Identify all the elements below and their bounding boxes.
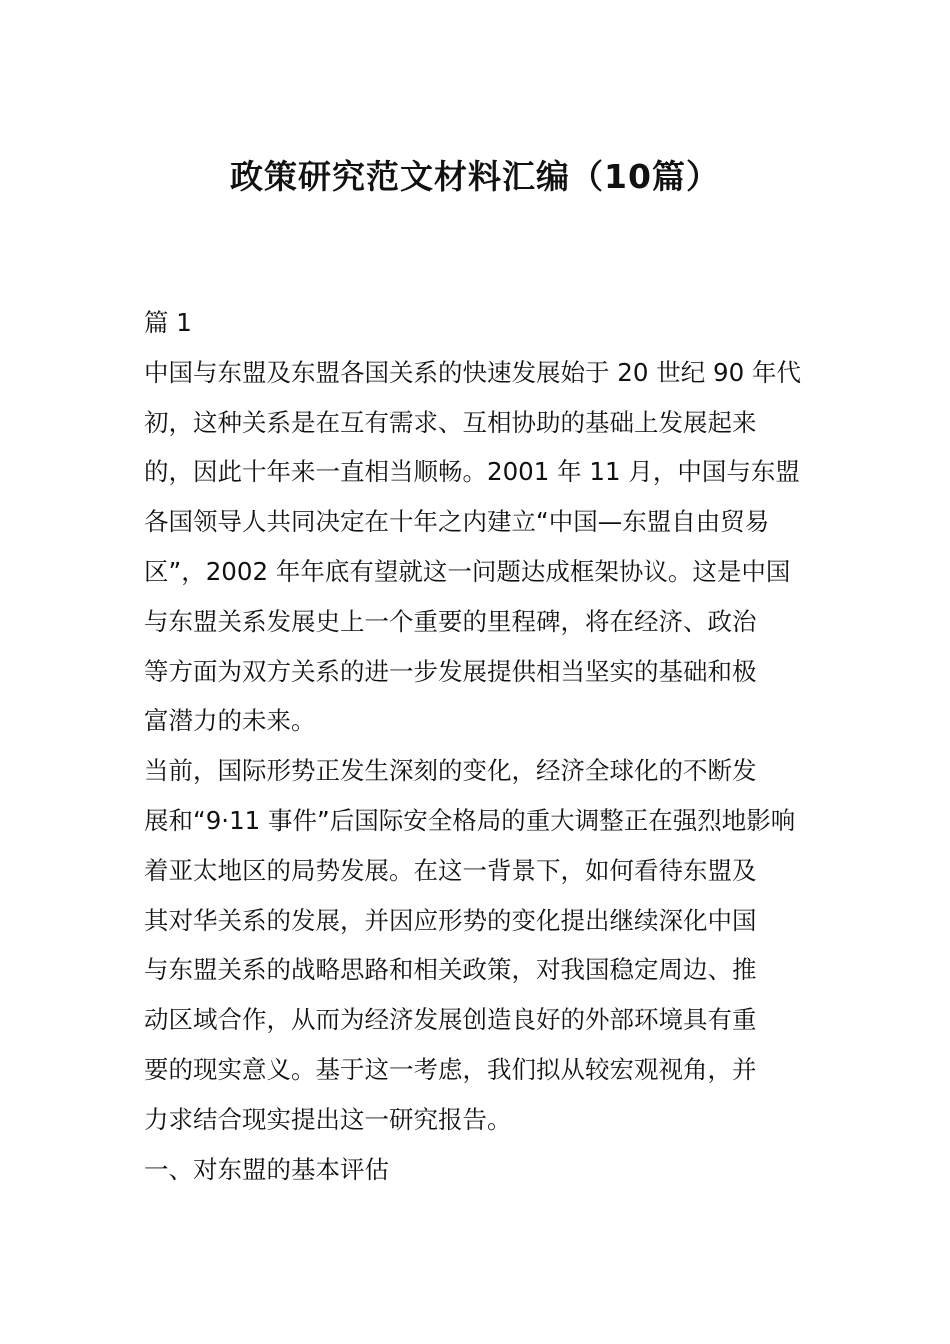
section-heading: 一、对东盟的基本评估 <box>144 1154 389 1184</box>
paragraph-line: 动区域合作，从而为经济发展创造良好的外部环境具有重 <box>144 1005 757 1035</box>
paragraph-line: 其对华关系的发展，并因应形势的变化提出继续深化中国 <box>144 905 757 935</box>
section-label: 篇 1 <box>144 308 192 337</box>
paragraph-line: 中国与东盟及东盟各国关系的快速发展始于 20 世纪 90 年代 <box>144 357 801 387</box>
paragraph-line: 富潜力的未来。 <box>144 706 316 736</box>
paragraph-line: 初，这种关系是在互有需求、互相协助的基础上发展起来 <box>144 407 757 437</box>
paragraph-line: 与东盟关系的战略思路和相关政策，对我国稳定周边、推 <box>144 955 757 985</box>
paragraph-line: 各国领导人共同决定在十年之内建立“中国—东盟自由贸易 <box>144 507 770 537</box>
paragraph-line: 的，因此十年来一直相当顺畅。2001 年 11 月，中国与东盟 <box>144 457 800 487</box>
document-body <box>144 298 808 1194</box>
paragraph-line: 力求结合现实提出这一研究报告。 <box>144 1104 512 1134</box>
paragraph-line: 要的现实意义。基于这一考虑，我们拟从较宏观视角，并 <box>144 1054 757 1084</box>
paragraph-line: 着亚太地区的局势发展。在这一背景下，如何看待东盟及 <box>144 855 757 885</box>
document-title: 政策研究范文材料汇编（10篇） <box>230 157 720 196</box>
paragraph-line: 等方面为双方关系的进一步发展提供相当坚实的基础和极 <box>144 656 757 686</box>
paragraph-line: 当前，国际形势正发生深刻的变化，经济全球化的不断发 <box>144 756 757 786</box>
paragraph-line: 区”，2002 年年底有望就这一问题达成框架协议。这是中国 <box>144 556 791 586</box>
paragraph-line: 展和“9·11 事件”后国际安全格局的重大调整正在强烈地影响 <box>144 805 796 835</box>
paragraph-line: 与东盟关系发展史上一个重要的里程碑，将在经济、政治 <box>144 606 757 636</box>
